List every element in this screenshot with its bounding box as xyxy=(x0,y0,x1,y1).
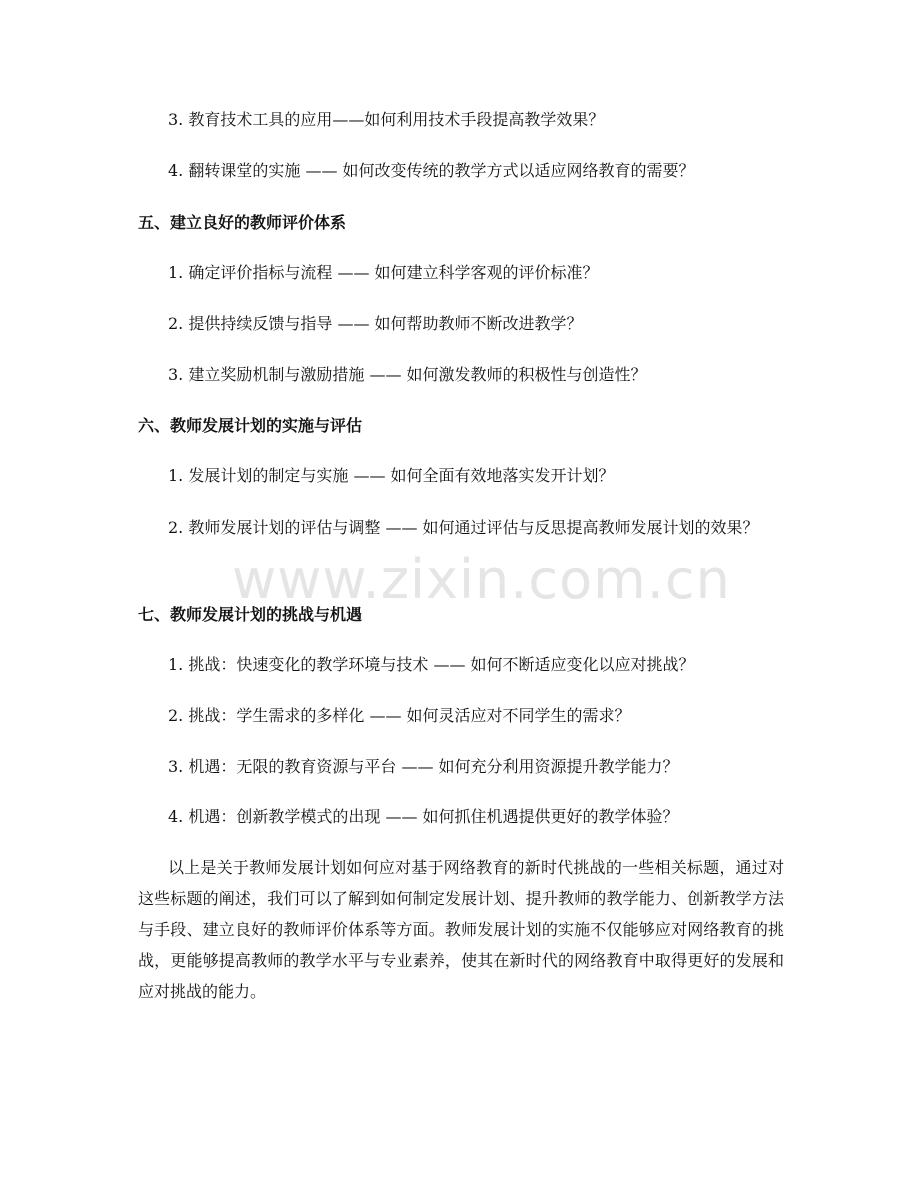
section-heading-5: 五、建立良好的教师评价体系 xyxy=(138,213,347,232)
section-heading-6: 六、教师发展计划的实施与评估 xyxy=(138,416,363,435)
list-item: 3. 教育技术工具的应用——如何利用技术手段提高教学效果？ xyxy=(168,110,605,129)
list-item: 4. 翻转课堂的实施 —— 如何改变传统的教学方式以适应网络教育的需要？ xyxy=(168,161,695,180)
list-item: 2. 挑战：学生需求的多样化 —— 如何灵活应对不同学生的需求？ xyxy=(168,706,631,725)
watermark-text: www.zixin.com.cn xyxy=(232,548,731,611)
list-item: 1. 发展计划的制定与实施 —— 如何全面有效地落实发开计划？ xyxy=(168,466,615,485)
list-item: 1. 确定评价指标与流程 —— 如何建立科学客观的评价标准？ xyxy=(168,263,599,282)
section-heading-7: 七、教师发展计划的挑战与机遇 xyxy=(138,605,363,624)
list-item: 3. 建立奖励机制与激励措施 —— 如何激发教师的积极性与创造性？ xyxy=(168,365,647,384)
list-item: 4. 机遇：创新教学模式的出现 —— 如何抓住机遇提供更好的教学体验？ xyxy=(168,807,679,826)
list-item: 1. 挑战：快速变化的教学环境与技术 —— 如何不断适应变化以应对挑战？ xyxy=(168,655,695,674)
conclusion-paragraph: 以上是关于教师发展计划如何应对基于网络教育的新时代挑战的一些相关标题，通过对这些标题的阐述，我们可以了解到如何制定发展计划、提升教师的教学能力、创新教学方法与手段、建立良好的教师评价体系等方面。教师发展计划的实施不仅能够应对网络教育的挑战，更能够提高教师的教学水平与专业素养，使其在新时代的网络教育中取得更好的发展和应对挑战的能力。 xyxy=(138,858,784,1001)
list-item: 3. 机遇：无限的教育资源与平台 —— 如何充分利用资源提升教学能力？ xyxy=(168,757,679,776)
list-item: 2. 提供持续反馈与指导 —— 如何帮助教师不断改进教学？ xyxy=(168,314,583,333)
list-item-wrapped: 2. 教师发展计划的评估与调整 —— 如何通过评估与反思提高教师发展计划的效果？ xyxy=(168,518,759,537)
